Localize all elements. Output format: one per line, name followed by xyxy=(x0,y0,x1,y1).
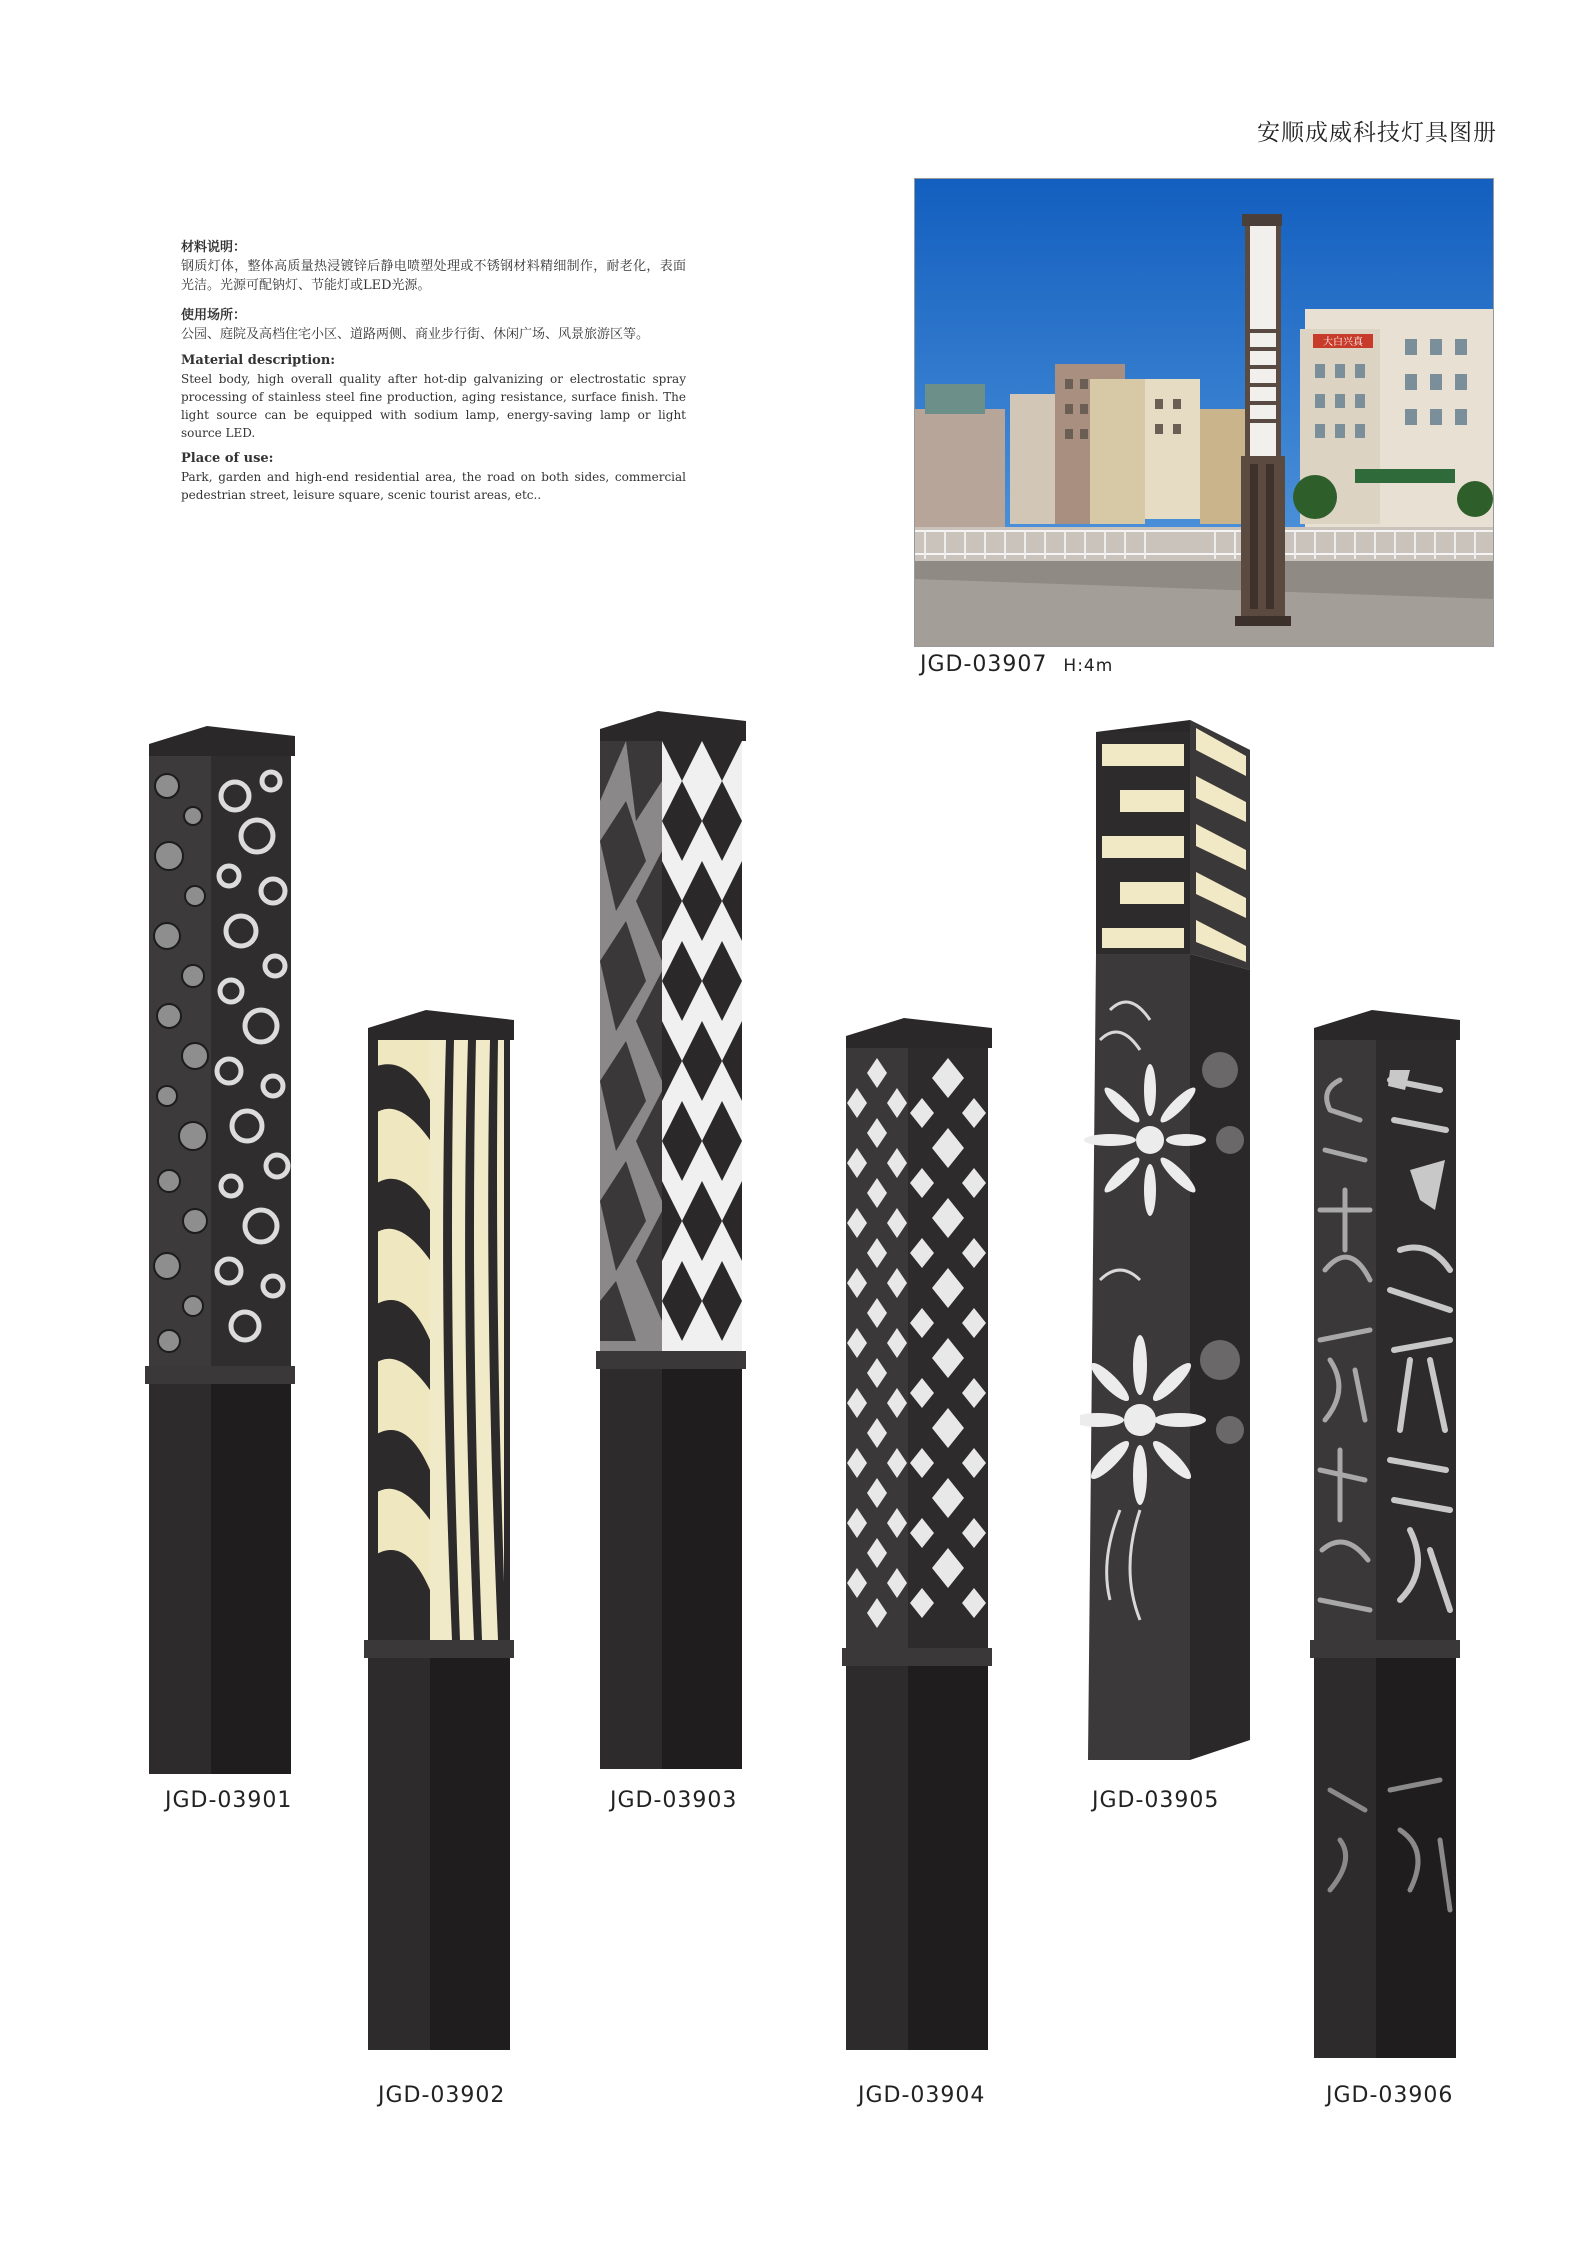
use-zh-text: 公园、庭院及高档住宅小区、道路两侧、商业步行街、休闲广场、风景旅游区等。 xyxy=(181,327,650,342)
use-zh-heading: 使用场所： xyxy=(181,308,247,323)
caption-jgd-03901: JGD-03901 xyxy=(165,1788,293,1813)
use-en-text: Park, garden and high-end residential area, the road on both sides, commercial pedestrian street, leisure square, scenic tourist areas, etc.. xyxy=(181,470,686,502)
product-jgd-03905 xyxy=(1080,720,1260,1784)
featured-height-label: H:4m xyxy=(1063,656,1114,676)
description-block xyxy=(181,236,686,513)
material-en-text: Steel body, high overall quality after hot-dip galvanizing or electrostatic spray processing of stainless steel fine production, aging resistance, surface finish. The light source can be equipped with sodium lamp, energy-saving lamp or light source LED. xyxy=(181,372,686,440)
material-zh-text: 钢质灯体，整体高质量热浸镀锌后静电喷塑处理或不锈钢材料精细制作，耐老化，表面光洁。光源可配钠灯、节能灯或LED光源。 xyxy=(181,259,686,293)
building-sign: 大白兴真 xyxy=(1323,337,1363,348)
featured-model-label: JGD-03907 xyxy=(920,652,1048,677)
featured-street-photo xyxy=(914,178,1494,647)
featured-caption xyxy=(920,652,1113,677)
caption-jgd-03904: JGD-03904 xyxy=(858,2083,986,2108)
caption-jgd-03902: JGD-03902 xyxy=(378,2083,506,2108)
caption-jgd-03903: JGD-03903 xyxy=(610,1788,738,1813)
material-en-heading: Material description: xyxy=(181,353,336,368)
product-jgd-03906 xyxy=(1310,1010,1460,2074)
product-jgd-03904 xyxy=(842,1018,992,2062)
caption-jgd-03905: JGD-03905 xyxy=(1092,1788,1220,1813)
use-en-heading: Place of use: xyxy=(181,451,274,466)
product-jgd-03903 xyxy=(596,711,746,1785)
product-jgd-03901 xyxy=(145,726,295,1790)
product-jgd-03902 xyxy=(364,1010,514,2064)
caption-jgd-03906: JGD-03906 xyxy=(1326,2083,1454,2108)
material-zh-heading: 材料说明： xyxy=(181,240,247,255)
catalog-title: 安顺成威科技灯具图册 xyxy=(1257,120,1497,146)
